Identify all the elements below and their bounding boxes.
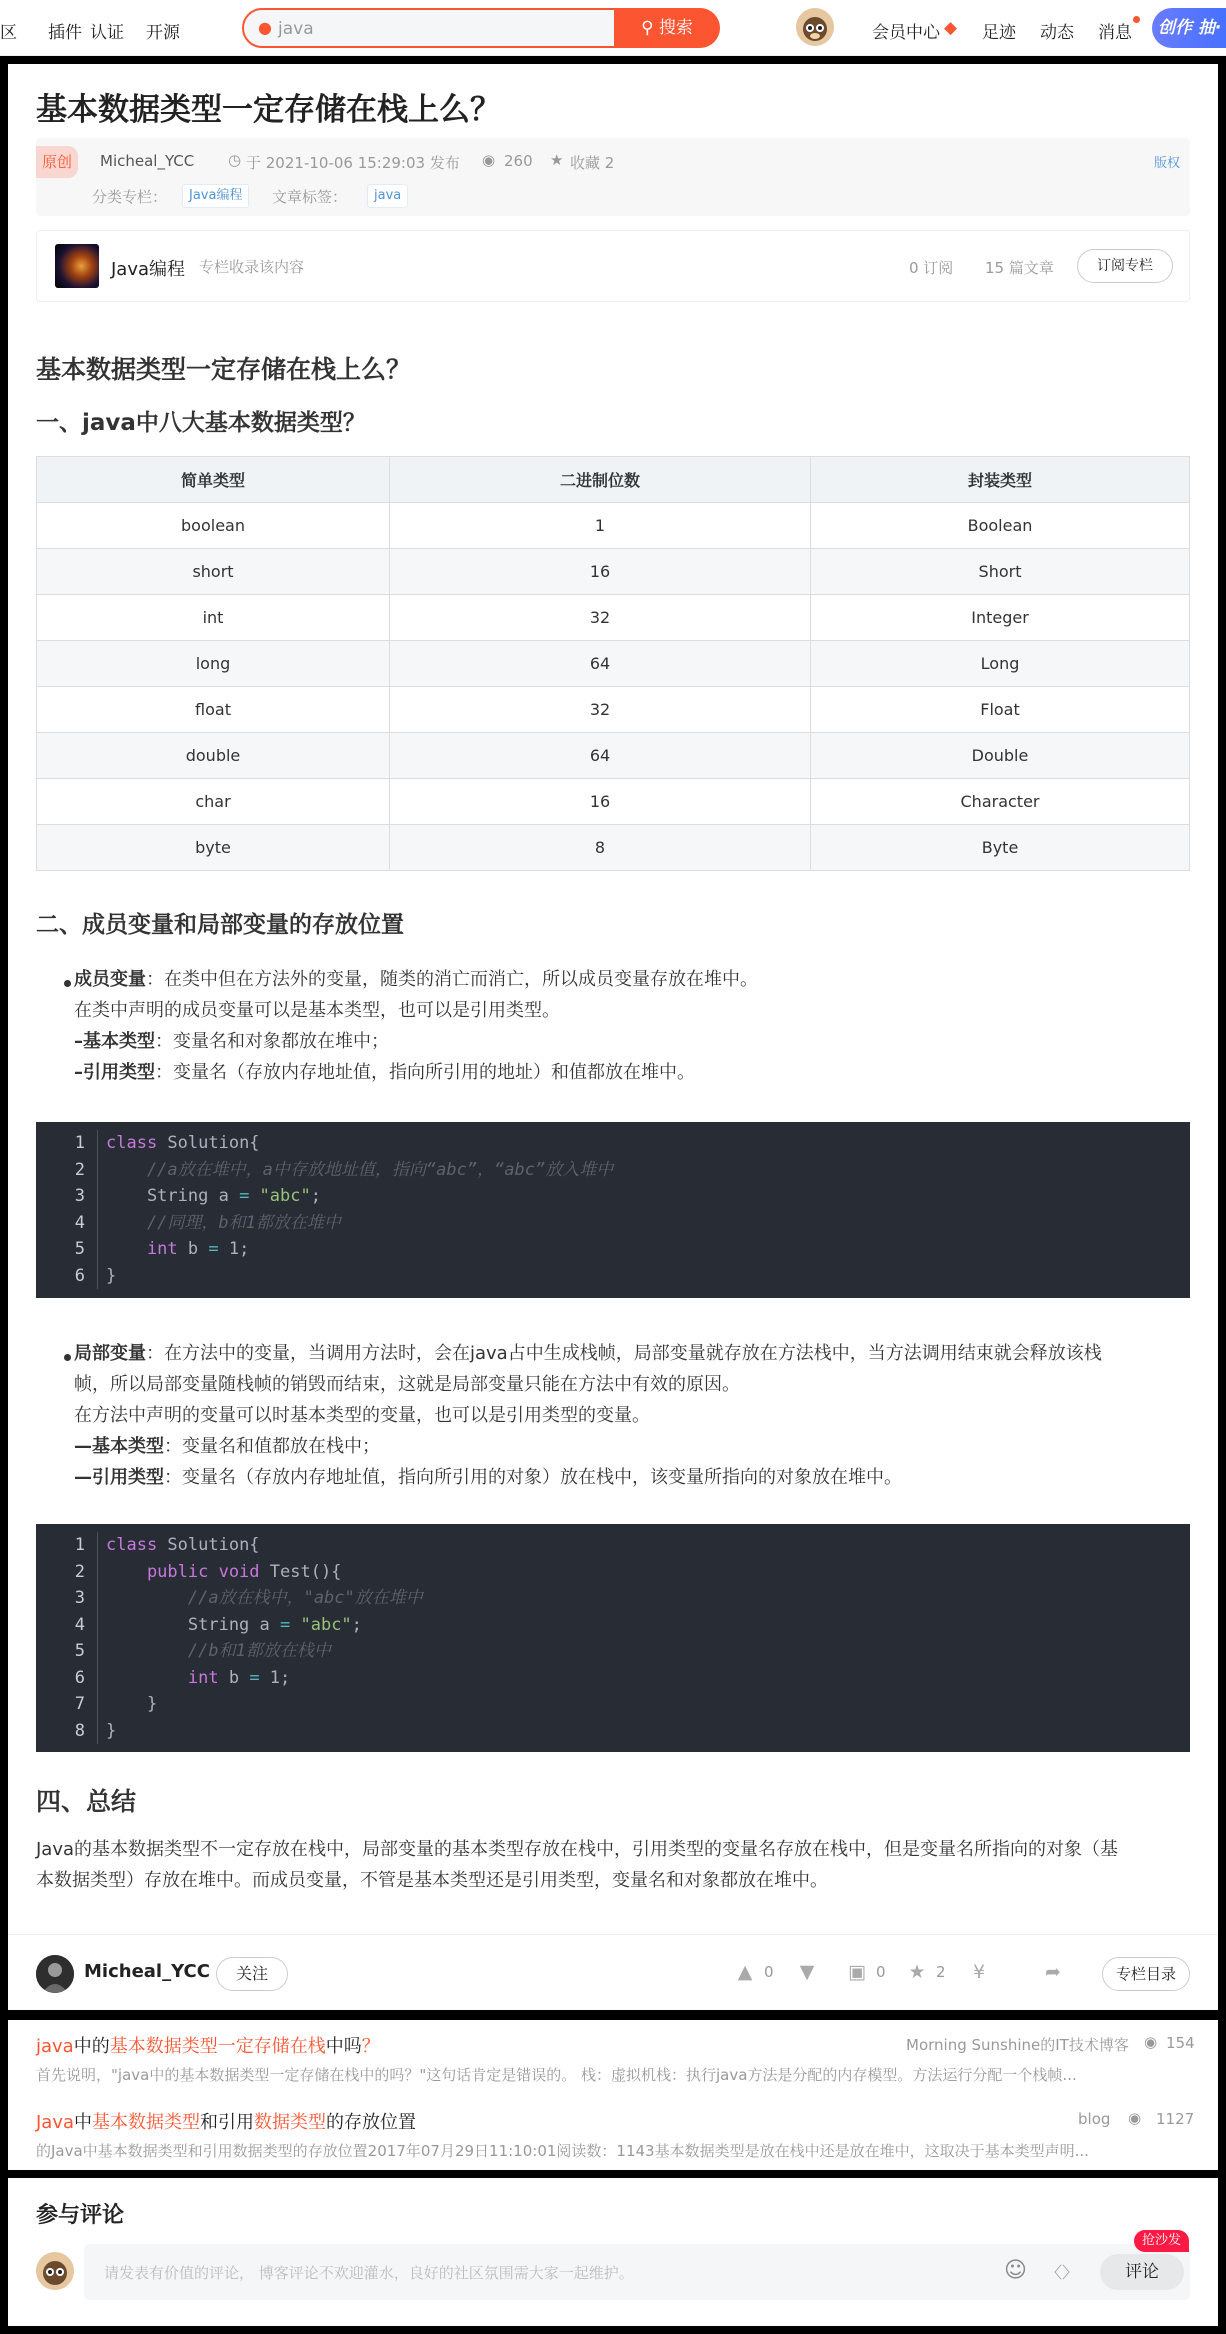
code-token: =: [208, 1239, 219, 1259]
primitive-types-table: [36, 456, 1190, 871]
copyright-link[interactable]: 版权: [1154, 156, 1181, 171]
rec-desc-2[interactable]: 的Java中基本数据类型和引用数据类型的存放位置2017年07月29日11:10:01阅读数：1143基本数据类型是放在栈中还是放在堆中，这取决于基本类型声明...: [36, 2142, 1089, 2160]
favorite-count[interactable]: 收藏 2: [570, 154, 615, 172]
nav-item-certification[interactable]: 认证: [90, 23, 124, 43]
local-variable-line1: [74, 1338, 1102, 1369]
column-subscribers: 0 订阅: [909, 259, 954, 277]
publish-time: 于 2021-10-06 15:29:03 发布: [246, 154, 460, 172]
column-tag[interactable]: Java编程: [182, 184, 249, 208]
line-number: 6: [36, 1263, 98, 1290]
table-row: [37, 595, 1190, 641]
line-number: 8: [36, 1718, 98, 1745]
table-cell: double: [37, 733, 390, 779]
code-line: [36, 1157, 1190, 1184]
rec-title-1[interactable]: [36, 2032, 380, 2058]
code-token: =: [239, 1186, 250, 1206]
code-line: [36, 1665, 1190, 1692]
table-header-row: [37, 457, 1190, 503]
member-variable-line3: [74, 1026, 389, 1057]
member-variable-line4: [74, 1057, 695, 1088]
submit-comment-button[interactable]: 评论: [1100, 2254, 1184, 2290]
author-name[interactable]: Micheal_YCC: [100, 152, 195, 170]
table-cell: 16: [390, 549, 811, 595]
code-comment: //a放在堆中，a中存放地址值，指向“abc”，“abc”放入堆中: [106, 1159, 614, 1180]
search-input[interactable]: java: [278, 19, 314, 39]
table-row: [37, 503, 1190, 549]
fire-icon: ●: [258, 18, 272, 37]
text: ：变量名和值都放在栈中；: [164, 1436, 380, 1457]
code-token: Solution{: [157, 1535, 260, 1555]
thumbs-up-icon[interactable]: ▲: [737, 1961, 753, 1983]
table-cell: 16: [390, 779, 811, 825]
table-cell: Float: [811, 687, 1190, 733]
table-cell: Double: [811, 733, 1190, 779]
code-token: =: [249, 1667, 260, 1688]
article-tag[interactable]: java: [367, 184, 408, 208]
line-number: 4: [36, 1210, 98, 1237]
table-cell: short: [37, 549, 390, 595]
reference-type-label: –引用类型: [74, 1062, 155, 1083]
table-cell: char: [37, 779, 390, 825]
line-number: 6: [36, 1665, 98, 1692]
search-button[interactable]: [614, 8, 720, 48]
rec-text: 中: [74, 2112, 93, 2133]
column-article-count: 15 篇文章: [985, 259, 1054, 277]
create-button[interactable]: 创作 抽·: [1152, 8, 1226, 48]
top-navigation-bar: [0, 0, 1226, 56]
rec-source-1[interactable]: Morning Sunshine的IT技术博客: [906, 2036, 1129, 2054]
table-cell: long: [37, 641, 390, 687]
table-cell: 64: [390, 641, 811, 687]
code-token: Test(){: [259, 1561, 342, 1582]
follow-button[interactable]: 关注: [216, 1957, 288, 1991]
code-line: [36, 1236, 1190, 1263]
code-string: "abc": [290, 1614, 352, 1635]
eye-icon: ◉: [1144, 2033, 1158, 2051]
content-heading-main: 基本数据类型一定存储在栈上么？: [36, 355, 412, 384]
section-heading-4: 四、总结: [36, 1787, 137, 1816]
line-number: 3: [36, 1585, 98, 1612]
table-cell: 1: [390, 503, 811, 549]
rec-title-2[interactable]: [36, 2108, 416, 2134]
table-row: [37, 779, 1190, 825]
code-token: ;: [351, 1614, 362, 1635]
table-cell: Byte: [811, 825, 1190, 871]
code-token: }: [106, 1694, 158, 1714]
comment-section-title: 参与评论: [36, 2203, 125, 2228]
column-label: 分类专栏：: [92, 188, 168, 206]
author-avatar[interactable]: [36, 1955, 74, 1993]
code-token: 1;: [218, 1239, 250, 1259]
table-cell: 32: [390, 595, 811, 641]
code-block-1[interactable]: [36, 1122, 1190, 1298]
dynamic-link[interactable]: 动态: [1040, 23, 1074, 43]
table-cell: Long: [811, 641, 1190, 687]
footprint-link[interactable]: 足迹: [982, 23, 1016, 43]
code-line: [36, 1263, 1190, 1290]
rec-text: 基本数据类型一定存储在栈: [109, 2036, 326, 2057]
summary-line1: Java的基本数据类型不一定存放在栈中，局部变量的基本类型存放在栈中，引用类型的变量名存放在栈中，但是变量名所指向的对象（基: [36, 1839, 1119, 1860]
table-header: 简单类型: [37, 457, 390, 503]
basic-type-label: —基本类型: [74, 1436, 164, 1457]
basic-type-label: –基本类型: [74, 1031, 155, 1052]
code-token: String a: [106, 1186, 240, 1206]
reward-icon[interactable]: ¥: [972, 1961, 986, 1983]
table-cell: Boolean: [811, 503, 1190, 549]
rec-text: 数据类型: [254, 2112, 327, 2133]
table-cell: boolean: [37, 503, 390, 549]
section-heading-2: 二、成员变量和局部变量的存放位置: [36, 912, 404, 938]
table-header: 封装类型: [811, 457, 1190, 503]
rec-text: java: [36, 2036, 74, 2057]
nav-item-plugins[interactable]: 插件: [48, 23, 82, 43]
reference-type-label: —引用类型: [74, 1467, 164, 1488]
like-count: 0: [764, 1963, 774, 1981]
view-count: 260: [504, 152, 533, 170]
code-comment: //b和1都放在栈中: [106, 1641, 331, 1661]
table-row: [37, 687, 1190, 733]
column-desc: 专栏收录该内容: [199, 258, 305, 276]
table-cell: int: [37, 595, 390, 641]
vip-center-link[interactable]: 会员中心: [872, 23, 940, 43]
code-token: }: [106, 1265, 117, 1286]
search-button-label: 搜索: [658, 18, 693, 38]
code-block-2[interactable]: [36, 1524, 1190, 1752]
code-insert-icon[interactable]: 〈〉: [1046, 2263, 1079, 2282]
share-icon[interactable]: ➦: [1045, 1961, 1061, 1983]
code-token: b: [177, 1239, 209, 1259]
line-number: 5: [36, 1236, 98, 1263]
code-token: class: [106, 1133, 158, 1153]
commenter-avatar: [36, 2252, 74, 2290]
code-comment: //a放在栈中，"abc"放在堆中: [106, 1588, 423, 1608]
line-number: 1: [36, 1532, 98, 1559]
code-string: "abc": [249, 1186, 311, 1206]
table-cell: 64: [390, 733, 811, 779]
code-line: [36, 1691, 1190, 1718]
text: ：变量名（存放内存地址值，指向所引用的地址）和值都放在堆中。: [155, 1062, 695, 1083]
table-cell: Character: [811, 779, 1190, 825]
rec-text: 的存放位置: [326, 2112, 417, 2133]
comment-input[interactable]: 请发表有价值的评论， 博客评论不欢迎灌水，良好的社区氛围需大家一起维护。: [104, 2264, 634, 2282]
code-token: String a: [106, 1614, 280, 1635]
article-title: 基本数据类型一定存储在栈上么？: [36, 92, 501, 128]
comment-icon[interactable]: ▣: [848, 1961, 866, 1983]
star-icon: ★: [550, 151, 564, 169]
eye-icon: ◉: [482, 151, 496, 169]
code-line: [36, 1612, 1190, 1639]
table-row: [37, 549, 1190, 595]
nav-item-opensource[interactable]: 开源: [146, 23, 180, 43]
column-cover-image[interactable]: [55, 244, 99, 288]
column-card: [36, 230, 1190, 302]
line-number: 2: [36, 1559, 98, 1586]
subscribe-column-button[interactable]: 订阅专栏: [1077, 249, 1173, 283]
rec-views-2: 1127: [1156, 2110, 1195, 2128]
table-row: [37, 825, 1190, 871]
local-variable-line2: 在方法中声明的变量可以时基本类型的变量，也可以是引用类型的变量。: [74, 1405, 650, 1426]
summary-line2: 本数据类型）存放在堆中。而成员变量，不管是基本类型还是引用类型，变量名和对象都放在堆中。: [36, 1870, 828, 1891]
bullet-dot: [64, 1354, 71, 1361]
tags-label: 文章标签：: [272, 188, 348, 206]
line-number: 2: [36, 1157, 98, 1184]
code-line: [36, 1532, 1190, 1559]
code-token: b: [218, 1667, 250, 1688]
article-card: [8, 64, 1218, 2010]
article-action-bar: [8, 1934, 1218, 2010]
table-row: [37, 641, 1190, 687]
gift-icon: ◆: [944, 18, 958, 38]
code-token: =: [280, 1614, 291, 1635]
search-icon: ⚲: [641, 18, 654, 38]
line-number: 4: [36, 1612, 98, 1639]
code-line: [36, 1585, 1190, 1612]
rec-text: 中的: [73, 2036, 110, 2057]
rec-text: 和引用: [200, 2112, 255, 2133]
column-name[interactable]: Java编程: [111, 259, 186, 280]
rec-source-2[interactable]: blog: [1078, 2110, 1111, 2128]
favorite-count-footer: 2: [936, 1963, 946, 1981]
grab-sofa-badge: 抢沙发: [1134, 2230, 1189, 2252]
code-comment: //同理，b和1都放在堆中: [106, 1212, 341, 1233]
clock-icon: ◷: [228, 151, 242, 169]
section-heading-1: 一、java中八大基本数据类型？: [36, 410, 366, 436]
code-token: ;: [310, 1186, 321, 1206]
code-line: [36, 1638, 1190, 1665]
code-line: [36, 1718, 1190, 1745]
table-cell: Short: [811, 549, 1190, 595]
local-variable-line3: [74, 1431, 380, 1462]
article-meta: [36, 138, 1190, 216]
original-badge: 原创: [36, 146, 78, 178]
table-row: [37, 733, 1190, 779]
line-number: 5: [36, 1638, 98, 1665]
line-number: 3: [36, 1183, 98, 1210]
code-token: int: [106, 1667, 219, 1688]
comment-section: [8, 2178, 1218, 2326]
table-cell: float: [37, 687, 390, 733]
code-line: [36, 1210, 1190, 1237]
code-line: [36, 1183, 1190, 1210]
messages-link[interactable]: 消息: [1098, 23, 1132, 43]
table-header: 二进制位数: [390, 457, 811, 503]
rec-text: 中吗: [325, 2036, 362, 2057]
rec-views-1: 154: [1166, 2034, 1195, 2052]
text: ：在方法中的变量，当调用方法时，会在java占中生成栈帧，局部变量就存放在方法栈中，当方法调用结束就会释放该栈: [146, 1343, 1102, 1364]
emoji-icon[interactable]: ☺: [1004, 2258, 1027, 2283]
member-variable-label: 成员变量: [74, 969, 146, 990]
notification-dot: [1133, 16, 1140, 23]
rec-desc-1[interactable]: 首先说明，"java中的基本数据类型一定存储在栈中的吗？"这句话肯定是错误的。 栈：虚拟机栈：执行java方法是分配的内存模型。方法运行分配一个栈帧...: [36, 2066, 1077, 2084]
search-box[interactable]: [242, 8, 718, 48]
code-line: [36, 1130, 1190, 1157]
rec-text: ？: [361, 2036, 380, 2057]
rec-text: Java: [36, 2112, 75, 2133]
rec-text: 基本数据类型: [92, 2112, 201, 2133]
favorite-icon[interactable]: ★: [908, 1961, 926, 1983]
thumbs-down-icon[interactable]: ▼: [799, 1961, 815, 1983]
code-token: public void: [106, 1561, 260, 1582]
comment-input-box[interactable]: [84, 2244, 1190, 2300]
author-name-footer[interactable]: Micheal_YCC: [84, 1961, 210, 1982]
comment-count: 0: [876, 1963, 886, 1981]
code-token: Solution{: [157, 1133, 260, 1153]
local-variable-line4: [74, 1462, 902, 1493]
recommendations: [8, 2020, 1218, 2170]
table-cell: 32: [390, 687, 811, 733]
bullet-dot: [64, 980, 71, 987]
eye-icon: ◉: [1128, 2109, 1142, 2127]
code-token: 1;: [259, 1667, 291, 1688]
code-token: int: [106, 1239, 178, 1259]
text: ：在类中但在方法外的变量，随类的消亡而消亡，所以成员变量存放在堆中。: [146, 969, 758, 990]
text: ：变量名和对象都放在堆中；: [155, 1031, 389, 1052]
nav-item-community[interactable]: 区: [0, 23, 17, 43]
code-token: class: [106, 1535, 158, 1555]
column-toc-button[interactable]: 专栏目录: [1102, 1957, 1190, 1991]
member-variable-line1: [74, 964, 758, 995]
line-number: 1: [36, 1130, 98, 1157]
table-cell: byte: [37, 825, 390, 871]
member-variable-line2: 在类中声明的成员变量可以是基本类型，也可以是引用类型。: [74, 1000, 560, 1021]
table-cell: Integer: [811, 595, 1190, 641]
code-line: [36, 1559, 1190, 1586]
local-variable-line1b: 帧，所以局部变量随栈帧的销毁而结束，这就是局部变量只能在方法中有效的原因。: [74, 1374, 740, 1395]
text: ：变量名（存放内存地址值，指向所引用的对象）放在栈中，该变量所指向的对象放在堆中。: [164, 1467, 902, 1488]
user-avatar[interactable]: [796, 8, 834, 46]
line-number: 7: [36, 1691, 98, 1718]
local-variable-label: 局部变量: [74, 1343, 146, 1364]
table-cell: 8: [390, 825, 811, 871]
code-token: }: [106, 1720, 117, 1741]
